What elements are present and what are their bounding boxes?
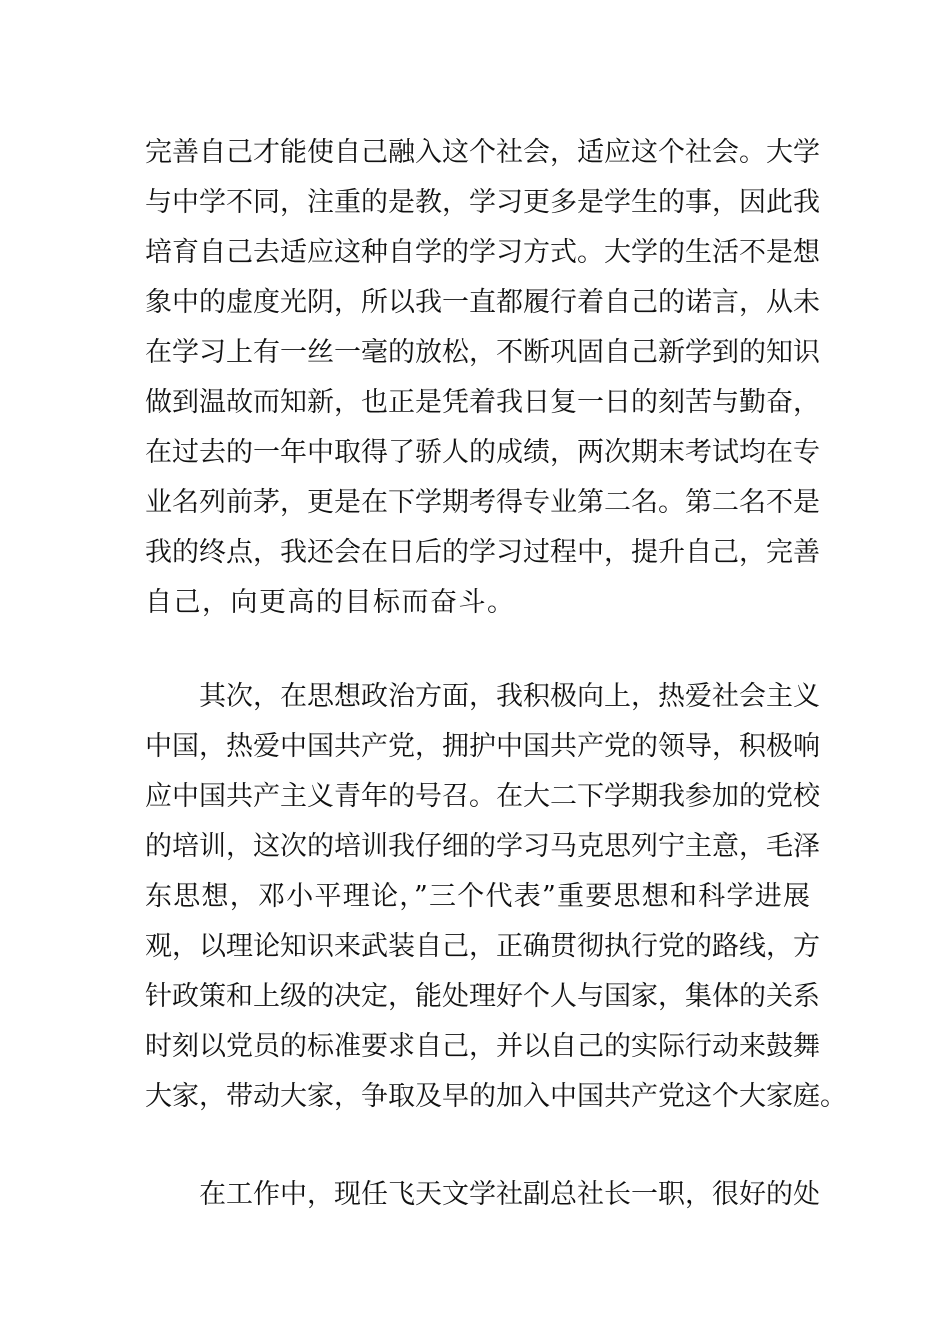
- text-line: 我的终点，我还会在日后的学习过程中，提升自己，完善: [145, 537, 820, 568]
- text-line: 在过去的一年中取得了骄人的成绩，两次期末考试均在专: [145, 437, 820, 468]
- text-line: 东思想，邓小平理论，”三个代表”重要思想和科学进展: [145, 881, 810, 912]
- text-line: 观，以理论知识来武装自己，正确贯彻执行党的路线，方: [145, 931, 820, 962]
- text-line: 时刻以党员的标准要求自己，并以自己的实际行动来鼓舞: [145, 1031, 820, 1062]
- text-line: 培育自己去适应这种自学的学习方式。大学的生活不是想: [145, 237, 820, 268]
- text-line-last: 自己，向更高的目标而奋斗。: [145, 587, 516, 618]
- text-line: 针政策和上级的决定，能处理好个人与国家，集体的关系: [145, 981, 820, 1012]
- paragraph-study: [145, 128, 820, 628]
- text-line: 做到温故而知新，也正是凭着我日复一日的刻苦与勤奋，: [145, 387, 820, 418]
- text-line: 业名列前茅，更是在下学期考得专业第二名。第二名不是: [145, 487, 820, 518]
- text-line: 完善自己才能使自己融入这个社会，适应这个社会。大学: [145, 137, 820, 168]
- paragraph-work: [145, 1170, 820, 1220]
- text-line-first: 在工作中，现任飞天文学社副总社长一职，很好的处: [199, 1179, 820, 1210]
- text-line: 在学习上有一丝一毫的放松，不断巩固自己新学到的知识: [145, 337, 820, 368]
- text-line: 应中国共产主义青年的号召。在大二下学期我参加的党校: [145, 781, 820, 812]
- text-line: 象中的虚度光阴，所以我一直都履行着自己的诺言，从未: [145, 287, 820, 318]
- text-line-last: 大家，带动大家，争取及早的加入中国共产党这个大家庭。: [145, 1081, 847, 1112]
- text-line-first: 其次，在思想政治方面，我积极向上，热爱社会主义: [199, 681, 820, 712]
- paragraph-politics: [145, 672, 847, 1122]
- text-line: 的培训，这次的培训我仔细的学习马克思列宁主意，毛泽: [145, 831, 820, 862]
- text-line: 中国，热爱中国共产党，拥护中国共产党的领导，积极响: [145, 731, 820, 762]
- text-line: 与中学不同，注重的是教，学习更多是学生的事，因此我: [145, 187, 820, 218]
